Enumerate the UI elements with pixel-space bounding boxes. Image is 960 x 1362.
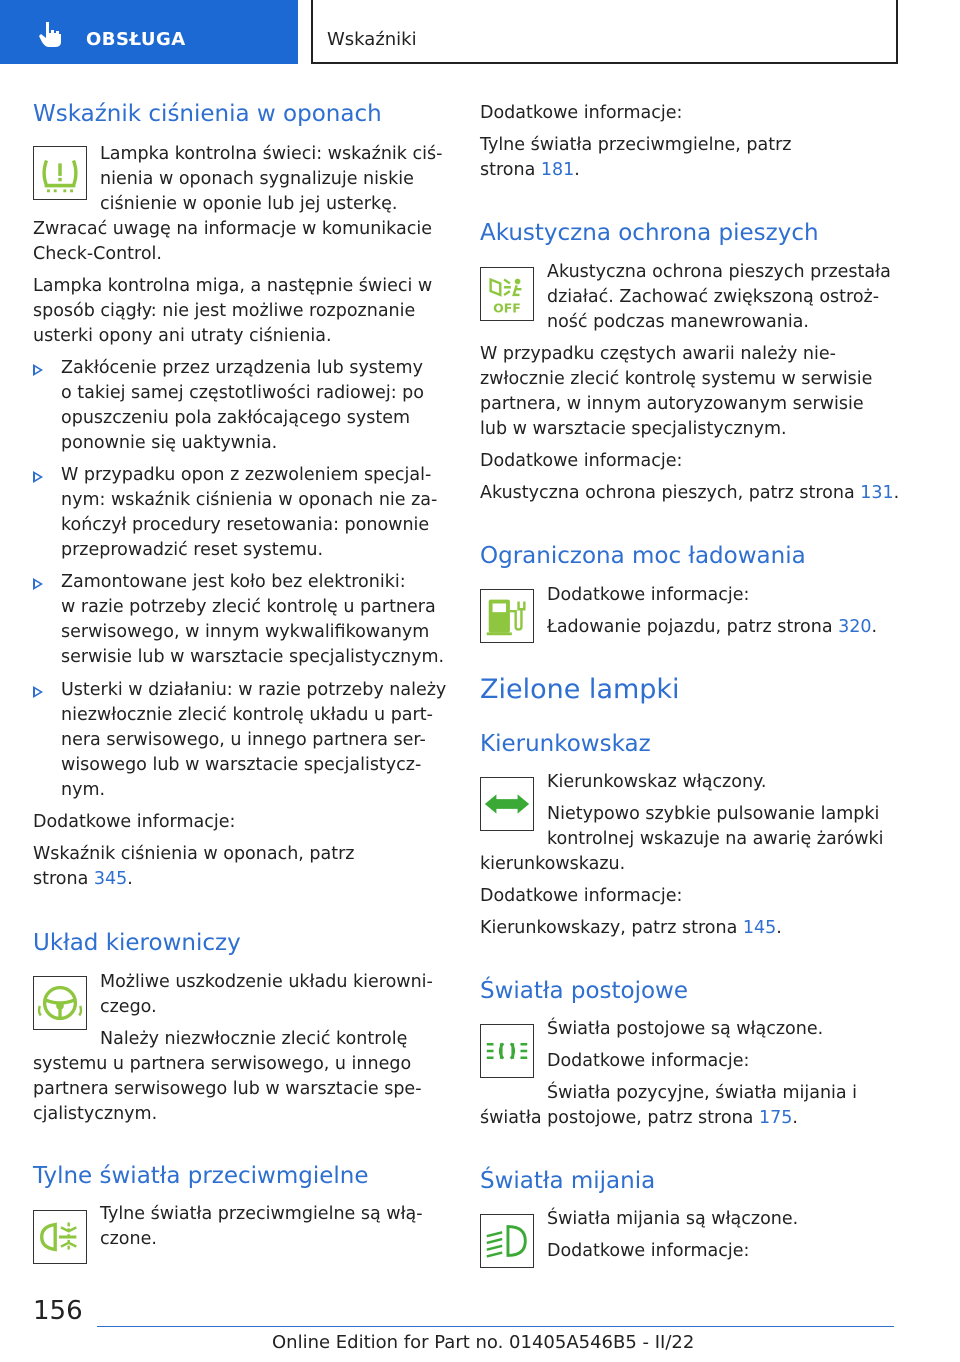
turn-ref: Kierunkowskazy, patrz strona 145. [480,918,782,938]
page-link-131[interactable]: 131 [860,483,894,503]
pedestrian-more-info: Dodatkowe informacje: [480,451,683,471]
page-link-320[interactable]: 320 [838,617,872,637]
steering-p2-1: Należy niezwłocznie zlecić kontrolę [100,1029,408,1049]
low-beam-line-1: Światła mijania są włączone. [547,1209,799,1229]
tire-more-info: Dodatkowe informacje: [33,812,236,832]
tire-intro-3: ciśnienie w oponie lub jej usterkę. [100,194,398,214]
bullet-1-line-1: Zakłócenie przez urządzenia lub systemy [61,358,423,378]
bullet-4-line-4: wisowego lub w warsztacie specjalistycz- [61,755,422,775]
parking-more-info: Dodatkowe informacje: [547,1051,750,1071]
bullet-4-line-2: niezwłocznie zlecić kontrolę układu u part- [61,705,433,725]
steering-line-1: Możliwe uszkodzenie układu kierowni- [100,972,433,992]
pedestrian-protection-off-icon [480,267,534,321]
rear-fog-line-1: Tylne światła przeciwmgielne są włą- [100,1204,423,1224]
heading-low-beam: Światła mijania [480,1168,656,1194]
fog-more-info: Dodatkowe informacje: [480,103,683,123]
heading-rear-fog: Tylne światła przeciwmgielne [33,1163,369,1189]
turn-line-1: Kierunkowskaz włączony. [547,772,767,792]
steering-p2-3: partnera serwisowego lub w warsztacie spe- [33,1079,422,1099]
turn-l2-1: Nietypowo szybkie pulsowanie lampki [547,804,880,824]
pedestrian-p2-3: partnera, w innym autoryzowanym serwisie [480,394,864,414]
tire-intro-2: nienia w oponach sygnalizuje niskie [100,169,414,189]
tire-pressure-icon [33,146,87,200]
footer-divider [97,1326,894,1327]
pedestrian-p2-4: lub w warsztacie specjalistycznym. [480,419,787,439]
low-beam-icon [480,1214,534,1268]
bullet-4-line-1: Usterki w działaniu: w razie potrzeby należy [61,680,447,700]
page-link-175[interactable]: 175 [758,1108,793,1128]
bullet-marker [33,364,43,376]
bullet-4-line-5: nym. [61,780,106,800]
page-link-181[interactable]: 181 [540,160,575,180]
tire-p1-1: Zwracać uwagę na informacje w komunikacie [33,219,432,239]
icon-off-text: OFF [493,300,521,316]
pedestrian-p2-2: zwłocznie zlecić kontrolę systemu w serwisie [480,369,873,389]
charging-more-info: Dodatkowe informacje: [547,585,750,605]
bullet-3-line-2: w razie potrzeby zlecić kontrolę u partnera [61,597,436,617]
tire-p2-1: Lampka kontrolna miga, a następnie świeci w [33,276,433,296]
pedestrian-p2-1: W przypadku częstych awarii należy nie- [480,344,836,364]
footer-edition: Online Edition for Part no. 01405A546B5 - II/22 [272,1332,695,1353]
bullet-2-line-3: kończył procedury resetowania: ponownie [61,515,430,535]
page-link-145[interactable]: 145 [742,918,777,938]
bullet-marker [33,578,43,590]
pedestrian-line-2: działać. Zachować zwiększoną ostroż- [547,287,880,307]
tire-ref-1: Wskaźnik ciśnienia w oponach, patrz [33,844,355,864]
steering-wheel-warning-icon [33,976,87,1030]
bullet-3-line-4: serwisie lub w warsztacie specjalistycznym. [61,647,445,667]
tire-intro-1: Lampka kontrolna świeci: wskaźnik ciś- [100,144,443,164]
steering-p2-4: cjalistycznym. [33,1104,158,1124]
bullet-1-line-3: opuszczeniu pola zakłócającego system [61,408,411,428]
page-link-345[interactable]: 345 [93,869,128,889]
page-header [311,0,898,64]
tire-p1-2: Check-Control. [33,244,162,264]
tire-p2-3: usterki opony ani utraty ciśnienia. [33,326,332,346]
heading-pedestrian: Akustyczna ochrona pieszych [480,220,819,246]
pedestrian-line-3: ność podczas manewrowania. [547,312,809,332]
bullet-1-line-2: o takiej samej częstotliwości radiowej: po [61,383,424,403]
pedestrian-line-1: Akustyczna ochrona pieszych przestała [547,262,891,282]
hand-pointer-icon [38,20,64,48]
charging-ref: Ładowanie pojazdu, patrz strona 320. [547,617,878,637]
tire-ref-2: strona 345. [33,869,133,889]
parking-ref-1: Światła pozycyjne, światła mijania i [547,1083,858,1103]
heading-parking-lights: Światła postojowe [480,978,689,1004]
turn-signal-icon [480,777,534,831]
section-label: OBSŁUGA [86,29,186,50]
bullet-2-line-1: W przypadku opon z zezwoleniem specjal- [61,465,432,485]
pedestrian-ref: Akustyczna ochrona pieszych, patrz strona 131. [480,483,900,503]
bullet-2-line-2: nym: wskaźnik ciśnienia w oponach nie za- [61,490,438,510]
heading-charging: Ograniczona moc ładowania [480,543,806,569]
bullet-2-line-4: przeprowadzić reset systemu. [61,540,324,560]
low-beam-more-info: Dodatkowe informacje: [547,1241,750,1261]
turn-l2-3: kierunkowskazu. [480,854,626,874]
header-title: Wskaźniki [327,29,417,50]
parking-lights-icon [480,1024,534,1078]
heading-green-lamps: Zielone lampki [480,674,680,705]
fog-ref-1: Tylne światła przeciwmgielne, patrz [480,135,792,155]
heading-tire-pressure: Wskaźnik ciśnienia w oponach [33,101,382,127]
turn-more-info: Dodatkowe informacje: [480,886,683,906]
charging-limited-icon [480,589,534,643]
heading-turn-signal: Kierunkowskaz [480,731,651,757]
rear-fog-light-icon [33,1210,87,1264]
parking-ref-2: światła postojowe, patrz strona 175. [480,1108,798,1128]
bullet-3-line-1: Zamontowane jest koło bez elektroniki: [61,572,406,592]
turn-l2-2: kontrolnej wskazuje na awarię żarówki [547,829,884,849]
bullet-marker [33,686,43,698]
section-tab [0,0,298,64]
rear-fog-line-2: czone. [100,1229,157,1249]
parking-line-1: Światła postojowe są włączone. [547,1019,824,1039]
bullet-3-line-3: serwisowego, w innym wykwalifikowanym [61,622,430,642]
fog-ref-2: strona 181. [480,160,580,180]
bullet-4-line-3: nera serwisowego, u innego partnera ser- [61,730,426,750]
bullet-1-line-4: ponownie się uaktywnia. [61,433,278,453]
steering-p2-2: systemu u partnera serwisowego, u innego [33,1054,412,1074]
steering-line-2: czego. [100,997,157,1017]
tire-p2-2: sposób ciągły: nie jest możliwe rozpoznanie [33,301,416,321]
bullet-marker [33,471,43,483]
heading-steering: Układ kierowniczy [33,930,241,956]
page-number: 156 [33,1296,83,1326]
